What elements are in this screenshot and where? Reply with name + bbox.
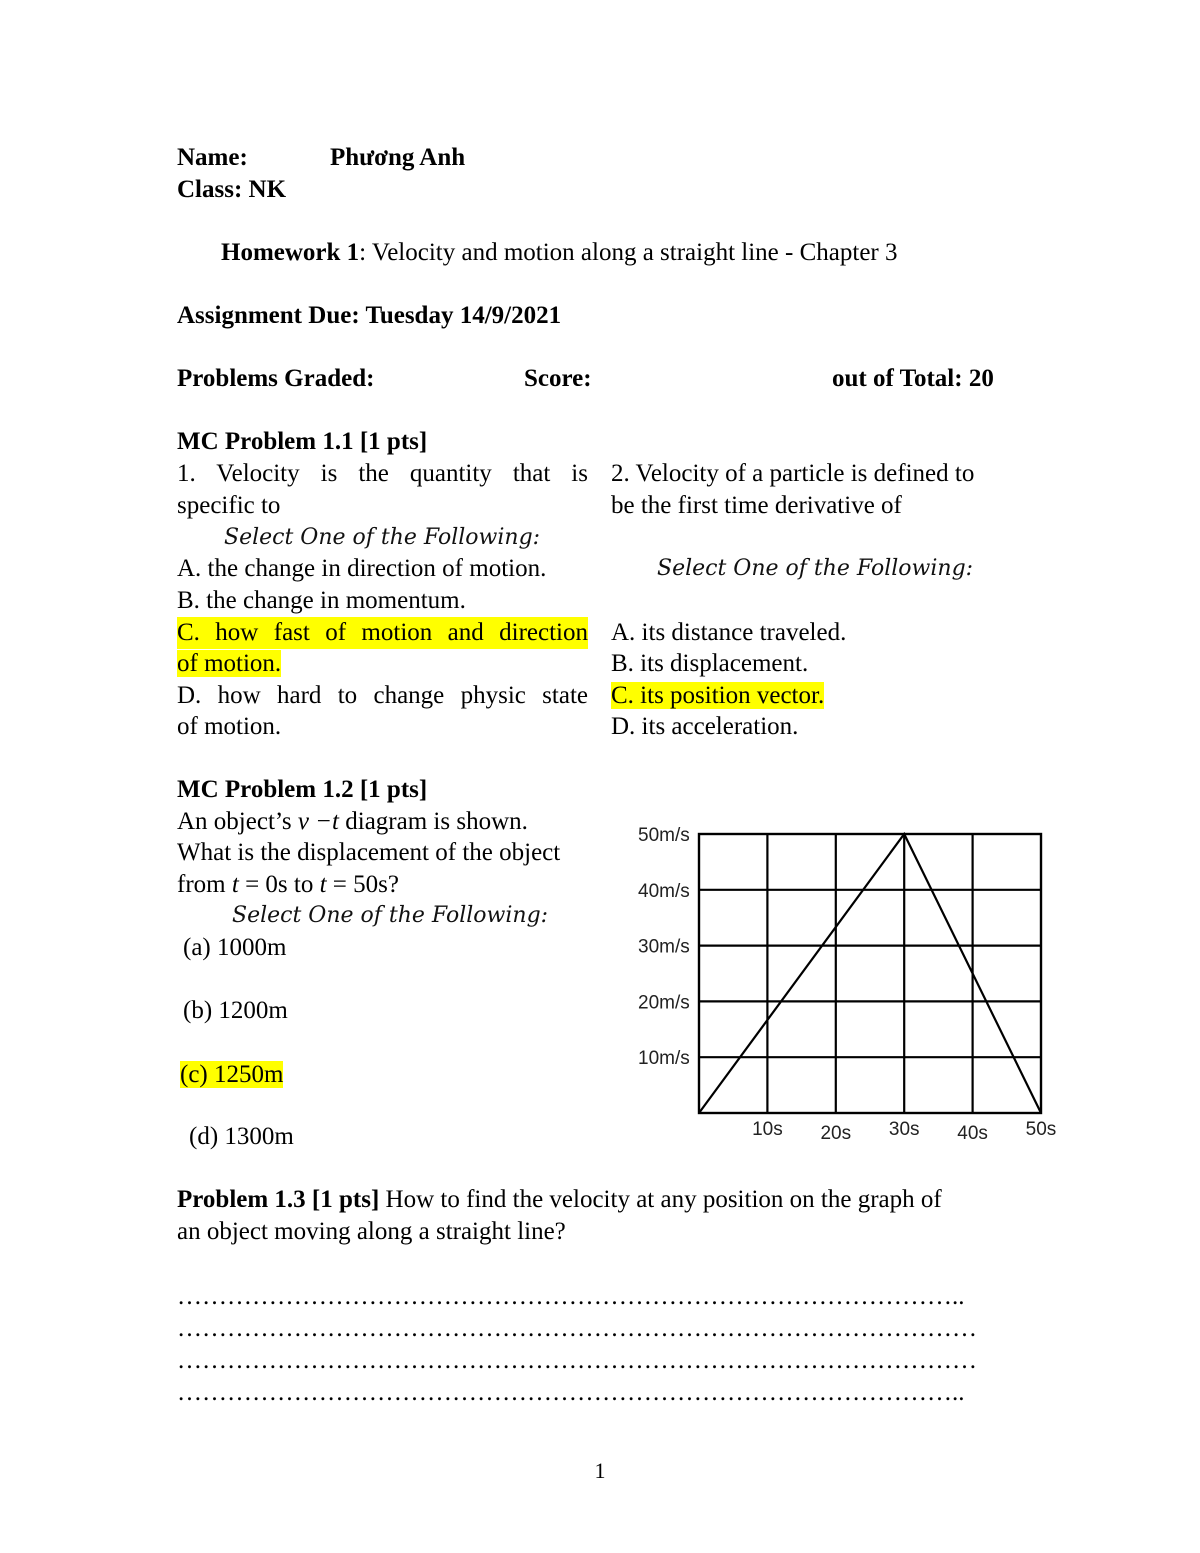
p12-stem-t2: t [319, 871, 327, 898]
q2-option-b: B. its displacement. [611, 650, 809, 677]
q2-option-c-text: C. its position vector. [611, 682, 825, 709]
q2-select-instruction: Select One of the Following: [657, 556, 974, 581]
y-tick-label: 30m/s [638, 936, 690, 958]
q2-stem-line2: be the first time derivative of [611, 492, 902, 519]
homework-label: Homework 1 [221, 239, 360, 266]
q1-select-instruction: Select One of the Following: [224, 525, 541, 550]
p12-option-d: (d) 1300m [189, 1123, 294, 1150]
q1-option-b: B. the change in momentum. [177, 587, 466, 614]
p12-stem-line1 [177, 806, 528, 838]
p12-option-b: (b) 1200m [183, 997, 288, 1024]
answer-line-2[interactable]: …………………………………………………………………………………… [177, 1315, 977, 1342]
x-tick-label: 40s [957, 1123, 988, 1144]
chart-x-tick-labels [752, 1119, 1056, 1144]
y-tick-label: 20m/s [638, 992, 690, 1014]
chart-grid [699, 834, 1041, 1113]
problem-1-1-title: MC Problem 1.1 [1 pts] [177, 428, 428, 455]
chart-frame [699, 834, 1041, 1113]
total-label: out of Total: 20 [832, 365, 994, 392]
p12-stem-line2: What is the displacement of the object [177, 839, 561, 866]
q1-option-d-line1: D. how hard to change physic state [177, 682, 588, 709]
homework-title [221, 237, 898, 269]
problem-1-3-line2: an object moving along a straight line? [177, 1218, 566, 1245]
class-line: Class: NK [177, 176, 287, 203]
q1-stem-line2: specific to [177, 492, 281, 519]
y-tick-label: 50m/s [638, 825, 690, 846]
q1-option-c-line2-text: of motion. [177, 650, 282, 677]
p12-stem-t1: t [231, 871, 239, 898]
q2-option-c [611, 680, 824, 712]
homework-topic: : Velocity and motion along a straight line - Chapter 3 [359, 239, 898, 266]
chart-y-tick-labels [638, 825, 690, 1069]
q2-stem-line1: 2. Velocity of a particle is defined to [611, 460, 975, 487]
y-tick-label: 40m/s [638, 880, 690, 902]
p12-stem-line3-c: = 50s? [326, 871, 399, 898]
p12-select-instruction: Select One of the Following: [232, 903, 549, 928]
p12-stem-line1-b: diagram is shown. [339, 808, 528, 835]
problem-1-3-question: How to find the velocity at any position on the graph of [379, 1186, 942, 1213]
q1-option-c-line1: C. how fast of motion and direction [177, 617, 588, 649]
x-tick-label: 10s [752, 1119, 783, 1140]
due-date: Assignment Due: Tuesday 14/9/2021 [177, 302, 562, 329]
x-tick-label: 30s [888, 1119, 920, 1140]
problem-1-2-title: MC Problem 1.2 [1 pts] [177, 776, 428, 803]
page-number: 1 [594, 1458, 606, 1483]
p12-stem-line1-a: An object’s [177, 808, 298, 835]
answer-line-3[interactable]: …………………………………………………………………………………… [177, 1347, 977, 1374]
q1-option-a: A. the change in direction of motion. [177, 555, 547, 582]
x-tick-label: 20s [820, 1123, 852, 1144]
p12-option-c [180, 1059, 283, 1091]
y-tick-label: 10m/s [638, 1048, 690, 1070]
p12-stem-v-t: v −t [297, 808, 339, 835]
x-tick-label: 50s [1025, 1119, 1057, 1140]
q1-option-d-line2: of motion. [177, 713, 282, 740]
p12-stem-line3-a: from [177, 871, 232, 898]
p12-option-c-text: (c) 1250m [180, 1061, 284, 1088]
velocity-series-line [699, 834, 1041, 1113]
problem-1-3-title: Problem 1.3 [1 pts] [177, 1186, 380, 1213]
q2-option-a: A. its distance traveled. [611, 619, 847, 646]
p12-stem-line3 [177, 869, 399, 901]
q1-stem-line1: 1. Velocity is the quantity that is [177, 460, 588, 487]
answer-line-4[interactable]: ………………………………………………………………………………….. [177, 1379, 965, 1406]
problems-graded-label: Problems Graded: [177, 365, 375, 392]
answer-line-1[interactable]: ………………………………………………………………………………….. [177, 1283, 965, 1310]
name-label: Name: [177, 144, 248, 171]
score-label: Score: [524, 365, 592, 392]
velocity-time-chart [620, 815, 1070, 1150]
p12-option-a: (a) 1000m [183, 934, 287, 961]
q2-option-d: D. its acceleration. [611, 713, 799, 740]
problem-1-3-line1 [177, 1184, 942, 1216]
q1-option-c-line2 [177, 648, 281, 680]
name-value: Phương Anh [330, 144, 466, 171]
p12-stem-line3-b: = 0s to [238, 871, 320, 898]
